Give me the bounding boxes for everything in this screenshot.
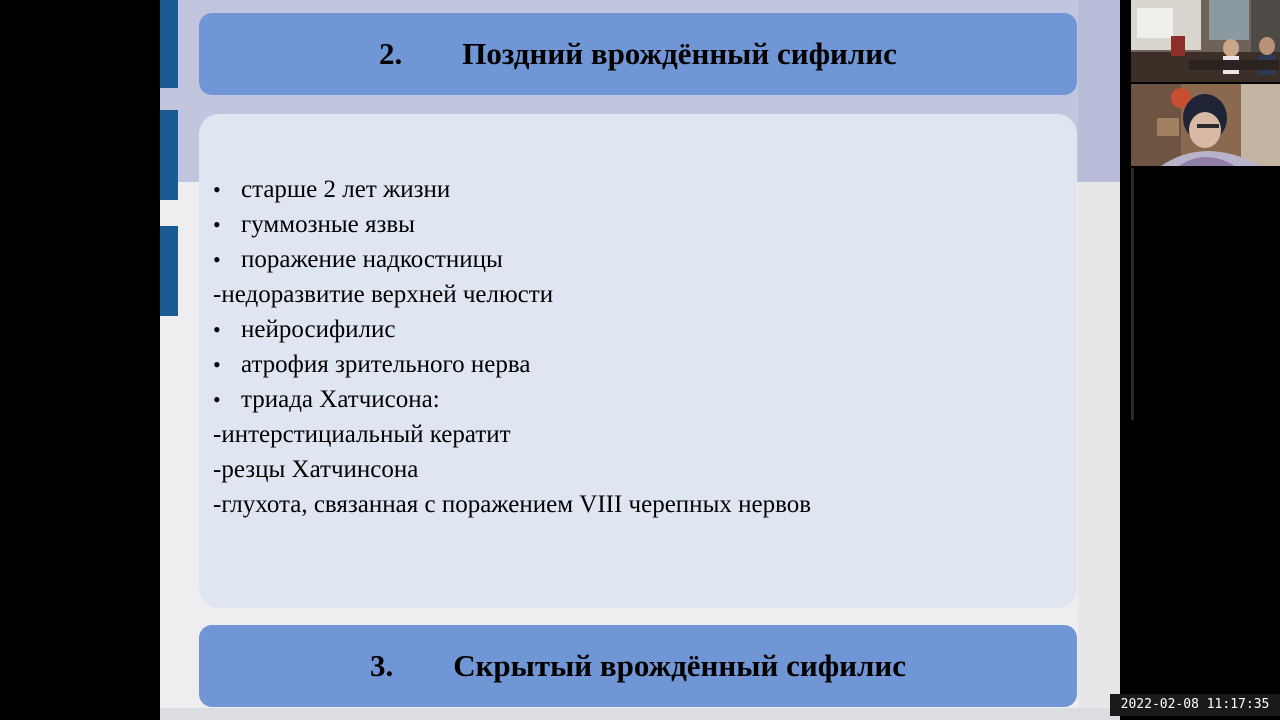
slide-list-item-text: старше 2 лет жизни	[241, 176, 451, 203]
presentation-slide	[160, 0, 1120, 720]
header-number: 2.	[379, 36, 403, 71]
slide-header-bar	[199, 13, 1077, 95]
bullet-icon: •	[213, 387, 221, 412]
slide-list-item	[213, 347, 811, 382]
slide-list-item	[213, 487, 811, 522]
slide-right-edge-top	[1078, 0, 1120, 182]
slide-list-item	[213, 452, 811, 487]
slide-list-item	[213, 242, 811, 277]
header-title: Поздний врождённый сифилис	[462, 36, 897, 71]
slide-list-item-text: атрофия зрительного нерва	[241, 351, 531, 378]
slide-side-tab	[160, 110, 178, 200]
slide-footer-bar	[199, 625, 1077, 707]
conference-room-video-icon	[1131, 0, 1280, 82]
footer-title: Скрытый врождённый сифилис	[453, 648, 907, 683]
bullet-icon: •	[213, 177, 221, 202]
slide-content-list	[213, 172, 811, 522]
slide-list-item-text: триада Хатчисона:	[241, 386, 440, 413]
slide-list-item	[213, 312, 811, 347]
bullet-icon: •	[213, 317, 221, 342]
slide-list-item-text: -интерстициальный кератит	[213, 421, 511, 448]
slide-list-item-text: -недоразвитие верхней челюсти	[213, 281, 554, 308]
slide-content-box	[199, 114, 1077, 608]
video-panel-scrollbar[interactable]	[1131, 168, 1134, 420]
bullet-icon: •	[213, 247, 221, 272]
slide-bottom-strip	[160, 708, 1120, 720]
slide-list-item-text: нейросифилис	[241, 316, 396, 343]
presenter-webcam-video-tile[interactable]	[1131, 84, 1280, 166]
slide-list-item	[213, 417, 811, 452]
slide-list-item-text: гуммозные язвы	[241, 211, 415, 238]
presenter-webcam-video-icon	[1131, 84, 1280, 166]
conference-room-video-tile[interactable]	[1131, 0, 1280, 82]
slide-list-item	[213, 382, 811, 417]
slide-list-item-text: поражение надкостницы	[241, 246, 503, 273]
slide-list-item-text: -глухота, связанная с поражением VIII черепных нервов	[213, 491, 812, 518]
footer-number: 3.	[369, 648, 394, 683]
slide-side-tab	[160, 226, 178, 316]
recording-timestamp: 2022-02-08 11:17:35	[1110, 694, 1280, 716]
slide-list-item	[213, 172, 811, 207]
slide-list-item	[213, 277, 811, 312]
bullet-icon: •	[213, 352, 221, 377]
slide-side-tab	[160, 0, 178, 88]
slide-list-item-text: -резцы Хатчинсона	[213, 456, 419, 483]
bullet-icon: •	[213, 212, 221, 237]
slide-list-item	[213, 207, 811, 242]
